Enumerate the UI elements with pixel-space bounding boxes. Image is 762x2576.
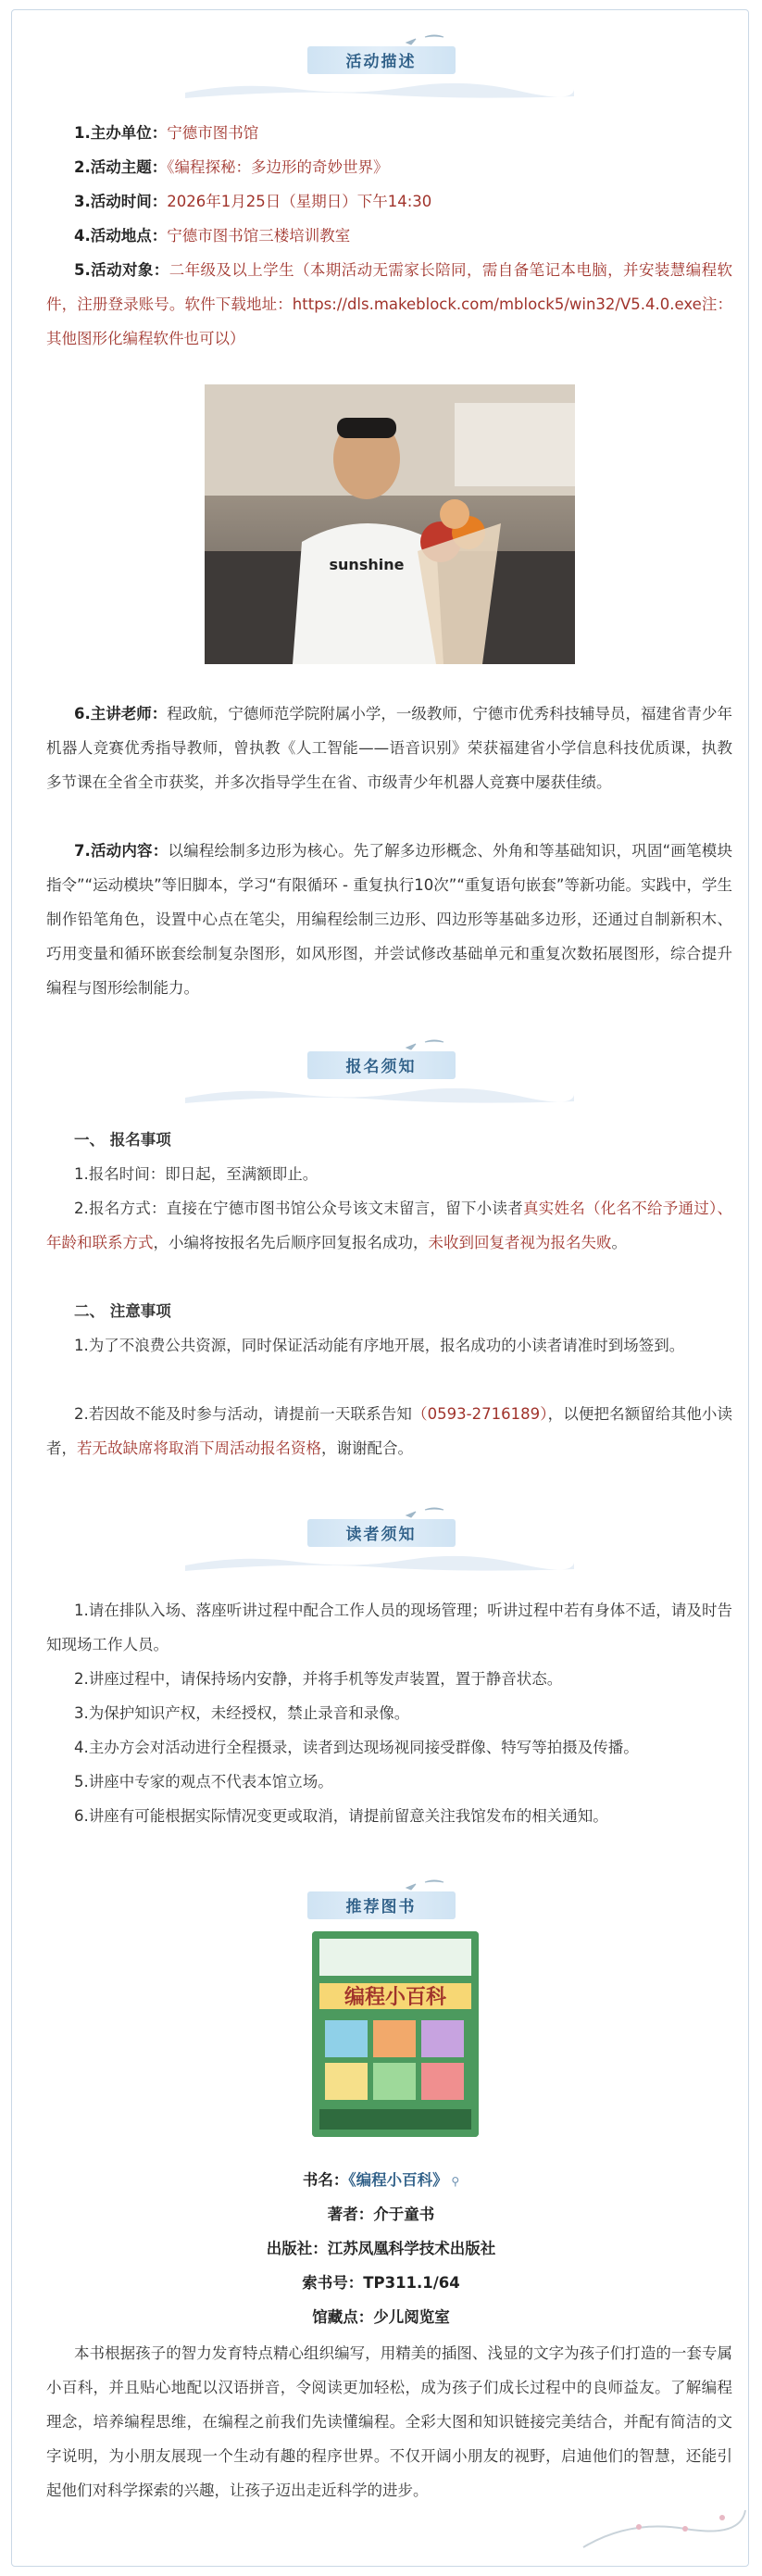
signup-item-method: 2.报名方式：直接在宁德市图书馆公众号该文末留言，留下小读者真实姓名（化名不给予通过）、年龄和联系方式，小编将按报名先后顺序回复报名成功，未收到回复者视为报名失败。 (46, 1200, 732, 1251)
plum-branch-decoration-icon (574, 2501, 750, 2557)
ink-wave-decoration-icon (185, 1545, 574, 1582)
activity-place: 4.活动地点：宁德市图书馆三楼培训教室 (74, 227, 351, 245)
section-header-reader (0, 1510, 762, 1547)
signup-item-time: 1.报名时间：即日起，至满额即止。 (74, 1165, 319, 1183)
section-header-book (0, 1882, 762, 1919)
signup-heading-1: 一、 报名事项 (74, 1131, 171, 1149)
book-publisher: 出版社：江苏凤凰科学技术出版社 (266, 2240, 496, 2257)
activity-target: 5.活动对象：二年级及以上学生（本期活动无需家长陪同，需自备笔记本电脑，并安装慧编程软件，注册登录账号。软件下载地址：https://dls.makeblock.com/mblock5/win32/V5.4.0.exe注：其他图形化编程软件也可以） (46, 261, 733, 347)
signup-heading-2: 二、 注意事项 (74, 1302, 171, 1320)
book-callno: 索书号：TP311.1/64 (302, 2274, 460, 2292)
section-header-signup (0, 1042, 762, 1079)
reader-note-3: 3.为保护知识产权，未经授权，禁止录音和录像。 (74, 1704, 410, 1722)
ink-wave-decoration-icon (185, 1077, 574, 1114)
activity-host: 1.主办单位：宁德市图书馆 (74, 124, 259, 142)
teacher-photo (205, 384, 575, 664)
section-title: 报名须知 (345, 1058, 417, 1076)
book-cover-image (312, 1931, 479, 2137)
section-title: 读者须知 (345, 1526, 417, 1544)
signup-note-2: 2.若因故不能及时参与活动，请提前一天联系告知（0593-2716189），以便把名额留给其他小读者，若无故缺席将取消下周活动报名资格，谢谢配合。 (46, 1405, 732, 1457)
activity-theme: 2.活动主题：《编程探秘：多边形的奇妙世界》 (74, 158, 389, 176)
search-icon[interactable]: ⚲ (447, 2175, 460, 2188)
book-cover (312, 1931, 479, 2137)
activity-time: 3.活动时间：2026年1月25日（星期日）下午14:30 (74, 193, 432, 210)
reader-note-2: 2.讲座过程中，请保持场内安静，并将手机等发声装置，置于静音状态。 (74, 1670, 563, 1688)
activity-content: 7.活动内容：以编程绘制多边形为核心。先了解多边形概念、外角和等基础知识，巩固“画笔模块指令”“运动模块”等旧脚本，学习“有限循环 - 重复执行10次”“重复语句嵌套”等新功能。实践中，学生制作铅笔角色，设置中心点在笔尖，用编程绘制三边形、四边形等基础多边形，还通过自制新积木、巧用变量和循环嵌套绘制复杂图形，如风形图，并尝试修改基础单元和重复次数拓展图形，综合提升编程与图形绘制能力。 (46, 842, 732, 997)
book-name: 书名：《编程小百科》 ⚲ (302, 2171, 460, 2189)
section-title: 推荐图书 (345, 1898, 417, 1916)
book-cover-title: 编程小百科 (344, 1986, 447, 2009)
shirt-text: sunshine (329, 556, 405, 573)
teacher-photo-image (205, 384, 575, 664)
reader-note-5: 5.讲座中专家的观点不代表本馆立场。 (74, 1773, 333, 1791)
section-title: 活动描述 (345, 53, 417, 71)
ink-wave-decoration-icon (185, 72, 574, 109)
reader-note-4: 4.主办方会对活动进行全程摄录，读者到达现场视同接受群像、特写等拍摄及传播。 (74, 1739, 639, 1756)
book-location: 馆藏点：少儿阅览室 (312, 2308, 450, 2326)
activity-teacher: 6.主讲老师：程政航，宁德师范学院附属小学，一级教师，宁德市优秀科技辅导员，福建省青少年机器人竞赛优秀指导教师，曾执教《人工智能——语音识别》荣获福建省小学信息科技优质课，执教多节课在全省全市获奖，并多次指导学生在省、市级青少年机器人竞赛中屡获佳绩。 (46, 705, 733, 791)
signup-note-1: 1.为了不浪费公共资源，同时保证活动能有序地开展，报名成功的小读者请准时到场签到。 (74, 1337, 685, 1354)
book-author: 著者：介于童书 (327, 2205, 435, 2223)
book-description: 本书根据孩子的智力发育特点精心组织编写，用精美的插图、浅显的文字为孩子们打造的一套专属小百科，并且贴心地配以汉语拼音，令阅读更加轻松，成为孩子们成长过程中的良师益友。了解编程理念，培养编程思维，在编程之前我们先读懂编程。全彩大图和知识链接完美结合，并配有简洁的文字说明，为小朋友展现一个生动有趣的程序世界。不仅开阔小朋友的视野，启迪他们的智慧，还能引起他们对科学探索的兴趣，让孩子迈出走近科学的进步。 (46, 2344, 732, 2499)
reader-note-1: 1.请在排队入场、落座听讲过程中配合工作人员的现场管理；听讲过程中若有身体不适，请及时告知现场工作人员。 (46, 1602, 732, 1653)
section-header-activity (0, 37, 762, 74)
reader-note-6: 6.讲座有可能根据实际情况变更或取消，请提前留意关注我馆发布的相关通知。 (74, 1807, 608, 1825)
